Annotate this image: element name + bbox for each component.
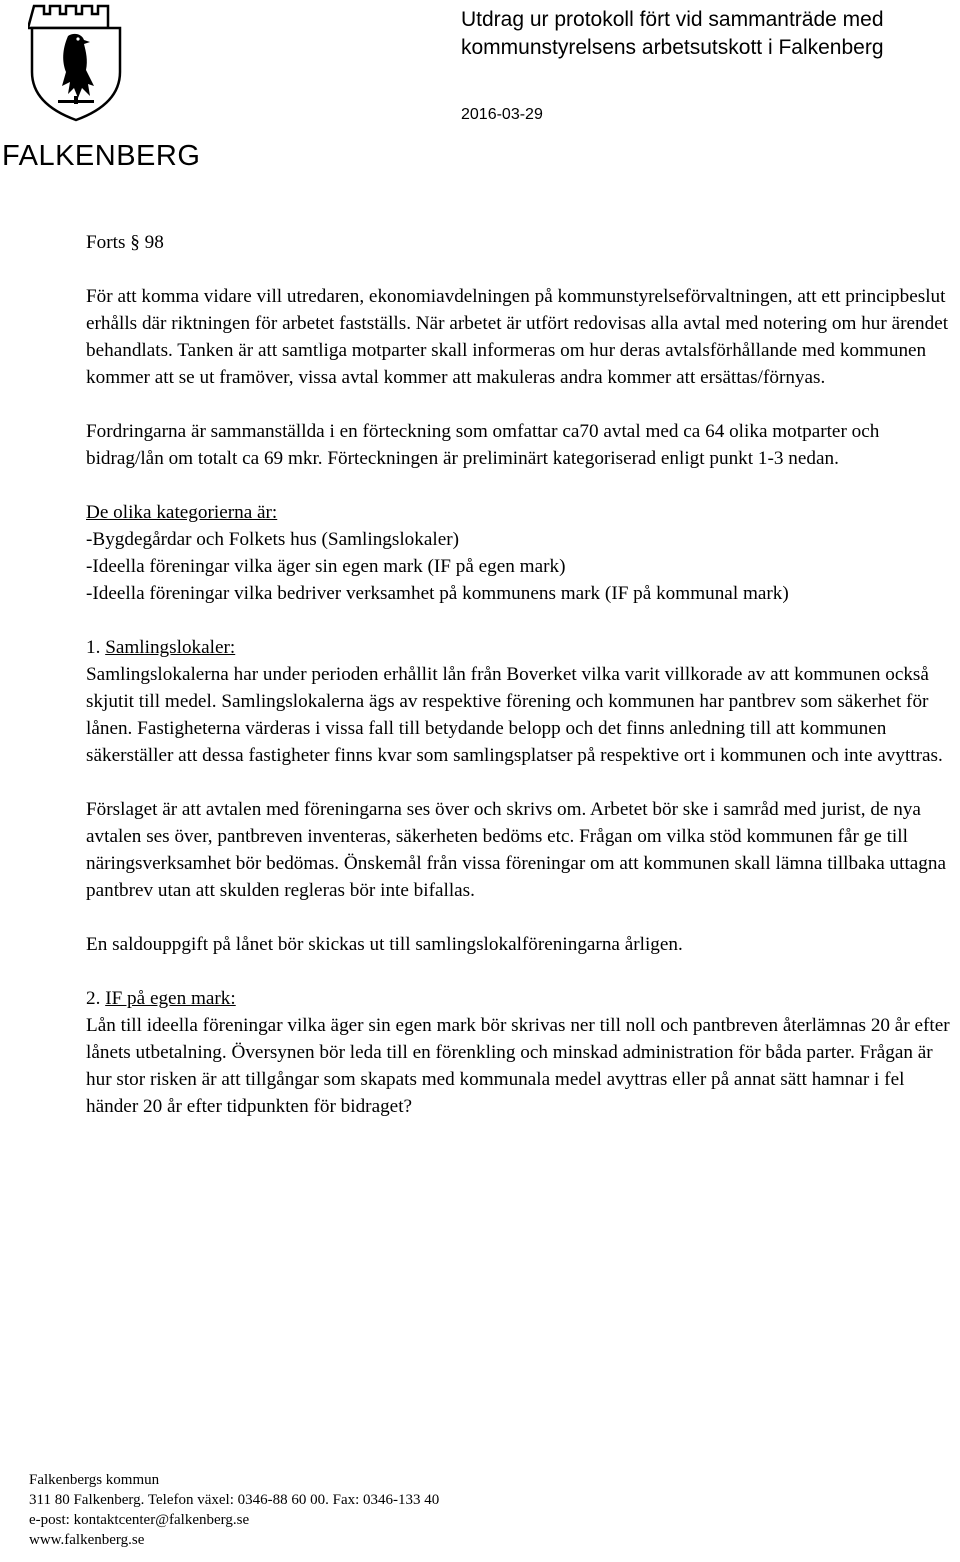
section-2-title: IF på egen mark: — [105, 988, 236, 1009]
protocol-title-line-2: kommunstyrelsens arbetsutskott i Falkenberg — [461, 36, 884, 59]
section-2-number: 2. — [86, 988, 101, 1009]
category-item: -Ideella föreningar vilka bedriver verksamhet på kommunens mark (IF på kommunal mark) — [86, 583, 789, 604]
section-1-paragraph: En saldouppgift på lånet bör skickas ut till samlingslokalföreningarna årligen. — [86, 934, 683, 955]
section-2-paragraph: Lån till ideella föreningar vilka äger sin egen mark bör skrivas ner till noll och pantbreven återlämnas 20 år efter lånets utbetalning. Översynen bör leda till en förenkling och minskad administration för båda parter. Frågan är hur stor risken är att tillgångar som skapats med kommunala medel avyttras eller på annat sätt hamnar i fel händer 20 år efter tidpunkten för bidraget? — [86, 1015, 950, 1117]
section-1-paragraph: Förslaget är att avtalen med föreningarna ses över och skrivs om. Arbetet bör ske i samråd med jurist, de nya avtalen ses över, pantbreven inventeras, säkerheten bedöms etc. Frågan om vilka stöd kommunen får ge till näringsverksamhet bör bedömas. Önskemål från vissa föreningar om att kommunen skall lämna tillbaka uttagna pantbrev utan att skulden regleras bör inte bifallas. — [86, 799, 947, 901]
meeting-date: 2016-03-29 — [461, 106, 543, 123]
footer-email: e-post: kontaktcenter@falkenberg.se — [29, 1512, 250, 1528]
categories-heading: De olika kategorierna är: — [86, 502, 278, 523]
footer — [29, 1470, 439, 1550]
footer-address: 311 80 Falkenberg. Telefon växel: 0346-88 60 00. Fax: 0346-133 40 — [29, 1492, 440, 1508]
section-1-paragraph: Samlingslokalerna har under perioden erhållit lån från Boverket vilka varit villkorade av att kommunen också skjutit till medel. Samlingslokalerna ägs av respektive förening och kommunen har pantbrev som säkerhet för lånen. Fastigheterna värderas i vissa fall till betydande belopp och det finns anledning till att kommunen säkerställer att dessa fastigheter finns kvar som samlingsplatser på respektive ort i kommunen och inte avyttras. — [86, 664, 943, 766]
category-item: -Ideella föreningar vilka äger sin egen mark (IF på egen mark) — [86, 556, 566, 577]
document-body — [86, 229, 960, 1120]
categories-block — [86, 499, 960, 607]
category-item: -Bygdegårdar och Folkets hus (Samlingslokaler) — [86, 529, 460, 550]
protocol-title-line-1: Utdrag ur protokoll fört vid sammanträde med — [461, 8, 884, 31]
section-2 — [86, 985, 960, 1120]
section-heading: Forts § 98 — [86, 232, 164, 253]
falkenberg-coat-of-arms — [28, 2, 124, 122]
footer-web: www.falkenberg.se — [29, 1532, 145, 1548]
section-1-title-line — [86, 634, 960, 661]
footer-org: Falkenbergs kommun — [29, 1472, 160, 1488]
section-1 — [86, 634, 960, 958]
section-1-title: Samlingslokaler: — [105, 637, 236, 658]
section-1-number: 1. — [86, 637, 101, 658]
intro-paragraph: För att komma vidare vill utredaren, ekonomiavdelningen på kommunstyrelseförvaltningen, att ett principbeslut erhålls där riktningen för arbetet fastställs. När arbetet är utfört redovisas alla avtal med notering om hur ärendet behandlats. Tanken är att samtliga motparter skall informeras om hur deras avtalsförhållande med kommunen kommer att se ut framöver, vissa avtal kommer att makuleras andra kommer att ersättas/förnyas. — [86, 286, 949, 388]
claims-paragraph: Fordringarna är sammanställda i en förteckning som omfattar ca70 avtal med ca 64 olika motparter och bidrag/lån om totalt ca 69 mkr. Förteckningen är preliminärt kategoriserad enligt punkt 1-3 nedan. — [86, 421, 880, 469]
protocol-title — [461, 6, 956, 62]
section-2-title-line — [86, 985, 960, 1012]
municipality-wordmark: FALKENBERG — [2, 140, 201, 172]
